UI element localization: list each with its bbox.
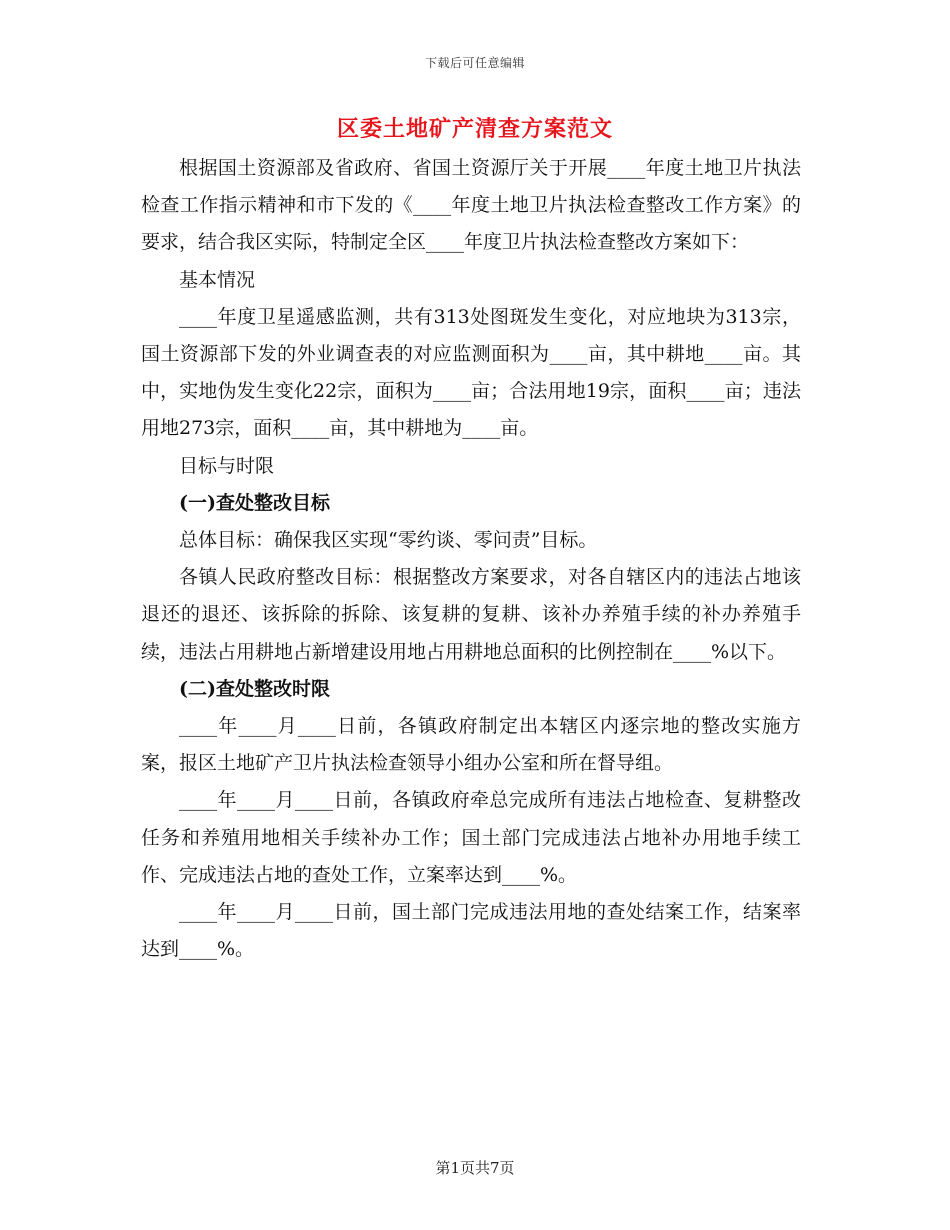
document-title: 区委土地矿产清查方案范文 [336, 116, 613, 142]
page-number: 第1页共7页 [435, 1159, 515, 1177]
subheading-goals: (一)查处整改目标 [179, 491, 330, 514]
document-body [141, 150, 801, 968]
section-heading-goals-deadlines: 目标与时限 [179, 454, 275, 477]
monitoring-paragraph: ____年度卫星遥感监测，共有313处图斑发生变化，对应地块为313宗，国土资源部下发的外业调查表的对应监测面积为____亩，其中耕地____亩。其中，实地伪发生变化22宗，面积为____亩；合法用地19宗，面积____亩；违法用地273宗，面积____亩，其中耕地为____亩。 [141, 305, 801, 440]
deadline-paragraph-3: ____年____月____日前，国土部门完成违法用地的查处结案工作，结案率达到____%。 [141, 901, 801, 961]
town-goal-paragraph: 各镇人民政府整改目标：根据整改方案要求，对各自辖区内的违法占地该退还的退还、该拆除的拆除、该复耕的复耕、该补办养殖手续的补办养殖手续，违法占用耕地占新增建设用地占用耕地总面积的比例控制在____%以下。 [141, 566, 801, 663]
deadline-paragraph-2: ____年____月____日前，各镇政府牵总完成所有违法占地检查、复耕整改任务和养殖用地相关手续补办工作；国土部门完成违法占地补办用地手续工作、完成违法占地的查处工作，立案率达到____%。 [141, 789, 801, 886]
subheading-deadlines: (二)查处整改时限 [179, 677, 330, 700]
header-note: 下载后可任意编辑 [424, 56, 525, 70]
overall-goal-paragraph: 总体目标：确保我区实现“零约谈、零问责”目标。 [179, 529, 598, 552]
deadline-paragraph-1: ____年____月____日前，各镇政府制定出本辖区内逐宗地的整改实施方案，报区土地矿产卫片执法检查领导小组办公室和所在督导组。 [141, 715, 801, 775]
intro-paragraph: 根据国土资源部及省政府、省国土资源厅关于开展____年度土地卫片执法检查工作指示精神和市下发的《____年度土地卫片执法检查整改工作方案》的要求，结合我区实际，特制定全区____年度卫片执法检查整改方案如下： [141, 157, 801, 254]
section-heading-basic-situation: 基本情况 [179, 268, 256, 291]
